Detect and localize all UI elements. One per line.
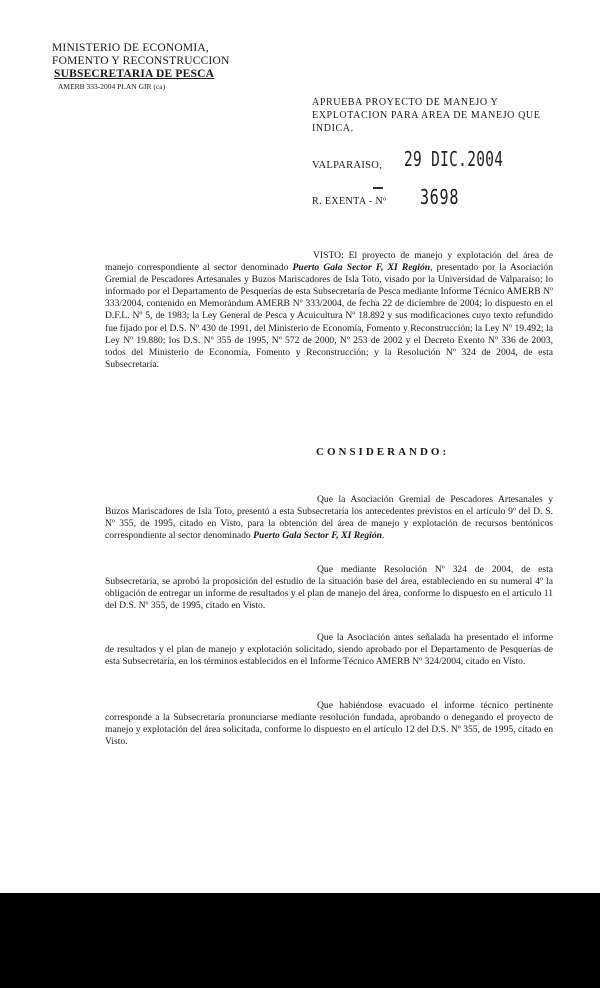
reference-code: AMERB 333-2004 PLAN GIR (ca)	[58, 82, 166, 91]
scan-border	[0, 893, 600, 988]
place: VALPARAISO,	[312, 160, 383, 171]
considerando-paragraph-2: Que mediante Resolución Nº 324 de 2004, de esta Subsecretaría, se aprobó la proposición del estudio de la situación base del área, estableciendo en su numeral 4º la obligación de entregar un informe de resultados y el plan de manejo del área, conforme lo dispuesto en el artículo 11 del D.S. Nº 355, de 1995, citado en Visto.	[105, 564, 553, 612]
resolution-label: R. EXENTA - Nº	[312, 196, 387, 207]
ministry-name: MINISTERIO DE ECONOMIA,	[52, 42, 209, 54]
resolution-number: 3698	[420, 185, 460, 209]
considerando-paragraph-3: Que la Asociación antes señalada ha presentado el informe de resultados y el plan de manejo y explotación solicitado, siendo aprobado por el Departamento de Pesquerías de esta Subsecretaría, en los términos establecidos en el Informe Técnico AMERB Nº 324/2004, citado en Visto.	[105, 632, 553, 668]
considerando-paragraph-1: Que la Asociación Gremial de Pescadores Artesanales y Buzos Mariscadores de Isla Toto, presentó a esta Subsecretaría los antecedentes previstos en el artículo 9º del D. S. Nº 355, de 1995, citado en Visto, para la obtención del área de manejo y explotación de recursos bentónicos correspondiente al sector denominado Puerto Gala Sector F, XI Región.	[105, 494, 553, 542]
sector-name: Puerto Gala Sector F, XI Región	[292, 262, 431, 274]
stamp-mark	[373, 187, 383, 189]
visto-label: VISTO:	[313, 250, 344, 261]
subsecretaria-name: SUBSECRETARIA DE PESCA	[54, 68, 215, 80]
considerando-paragraph-4: Que habiéndose evacuado el informe técnico pertinente corresponde a la Subsecretaría pronunciarse mediante resolución fundada, aprobando o denegando el proyecto de manejo y explotación del área solicitada, conforme lo dispuesto en el artículo 12 del D.S. Nº 355, de 1995, citado en Visto.	[105, 700, 553, 748]
date-stamp: 29 DIC.2004	[404, 147, 504, 171]
document-title: APRUEBA PROYECTO DE MANEJO Y EXPLOTACION PARA AREA DE MANEJO QUE INDICA.	[312, 97, 541, 134]
ministry-name-2: FOMENTO Y RECONSTRUCCION	[52, 55, 230, 67]
considerando-heading: CONSIDERANDO:	[316, 446, 450, 458]
visto-paragraph: VISTO: El proyecto de manejo y explotación del área de manejo correspondiente al sector denominado Puerto Gala Sector F, XI Región, presentado por la Asociación Gremial de Pescadores Artesanales y Buzos Mariscadores de Isla Toto, visado por la Universidad de Valparaíso; lo informado por el Departamento de Pesquerías de esta Subsecretaría de Pesca mediante Informe Técnico AMERB Nº 333/2004, contenido en Memorándum AMERB Nº 333/2004, de fecha 22 de diciembre de 2004; lo dispuesto en el D.F.L. Nº 5, de 1983; la Ley General de Pesca y Acuicultura Nº 18.892 y sus modificaciones cuyo texto refundido fue fijado por el D.S. Nº 430 de 1991, del Ministerio de Economía, Fomento y Reconstrucción; la Ley Nº 19.492; la Ley Nº 19.880; los D.S. Nº 355 de 1995, Nº 572 de 2000, Nº 253 de 2002 y el Decreto Exento Nº 336 de 2003, todos del Ministerio de Economía, Fomento y Reconstrucción; y la Resolución Nº 324 de 2004, de esta Subsecretaría.	[105, 250, 554, 370]
